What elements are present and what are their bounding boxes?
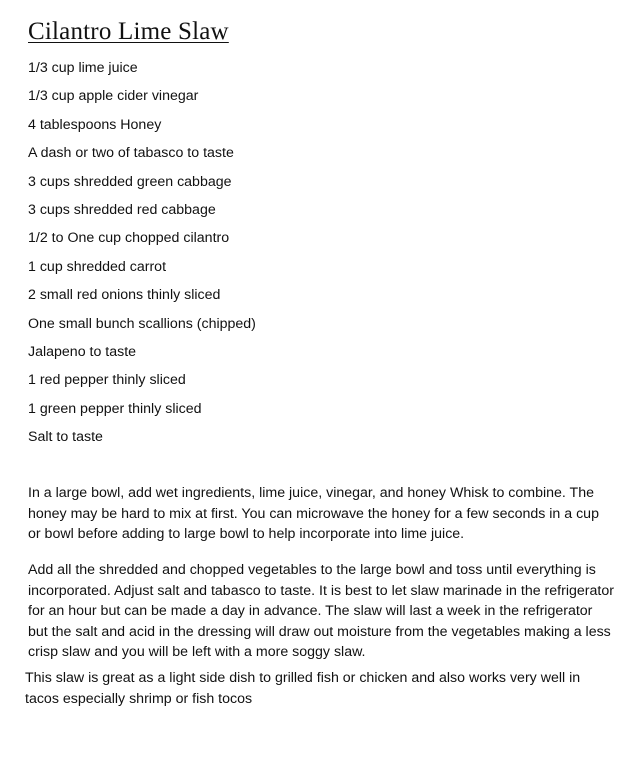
instruction-paragraph-mix-dressing: In a large bowl, add wet ingredients, lime juice, vinegar, and honey Whisk to combine. The honey may be hard to mix at first. You can microwave the honey for a few seconds in a cup or bowl before adding to large bowl to help incorporate into lime juice.: [28, 485, 599, 543]
ingredient-item: 3 cups shredded green cabbage: [28, 173, 232, 190]
ingredient-item: A dash or two of tabasco to taste: [28, 145, 234, 162]
ingredient-item: 1 green pepper thinly sliced: [28, 400, 202, 417]
ingredient-item: 1 red pepper thinly sliced: [28, 372, 186, 389]
ingredient-item: Jalapeno to taste: [28, 343, 137, 360]
ingredient-item: 4 tablespoons Honey: [28, 116, 162, 133]
ingredient-item: 1/3 cup lime juice: [28, 60, 138, 76]
ingredient-item: One small bunch scallions (chipped): [28, 315, 256, 332]
serving-suggestion-paragraph: This slaw is great as a light side dish to grilled fish or chicken and also works very well in tacos especially shrimp or fish tocos: [25, 670, 581, 707]
ingredient-item: 2 small red onions thinly sliced: [28, 287, 221, 304]
ingredient-item: 1 cup shredded carrot: [28, 258, 167, 275]
ingredient-item: Salt to taste: [28, 429, 103, 446]
ingredient-item: 3 cups shredded red cabbage: [28, 201, 216, 218]
recipe-title: Cilantro Lime Slaw: [28, 18, 229, 45]
ingredient-list: [28, 58, 256, 455]
instruction-paragraph-toss-vegetables: Add all the shredded and chopped vegetables to the large bowl and toss until everything is incorporated. Adjust salt and tabasco to taste. It is best to let slaw marinade in the refrigerator for an hour but can be made a day in advance. The slaw will last a week in the refrigerator but the salt and acid in the dressing will draw out moisture from the vegetables making a less crisp slaw and you will be left with a more soggy slaw.: [28, 562, 614, 661]
ingredient-item: 1/2 to One cup chopped cilantro: [28, 230, 230, 247]
ingredient-item: 1/3 cup apple cider vinegar: [28, 88, 199, 105]
